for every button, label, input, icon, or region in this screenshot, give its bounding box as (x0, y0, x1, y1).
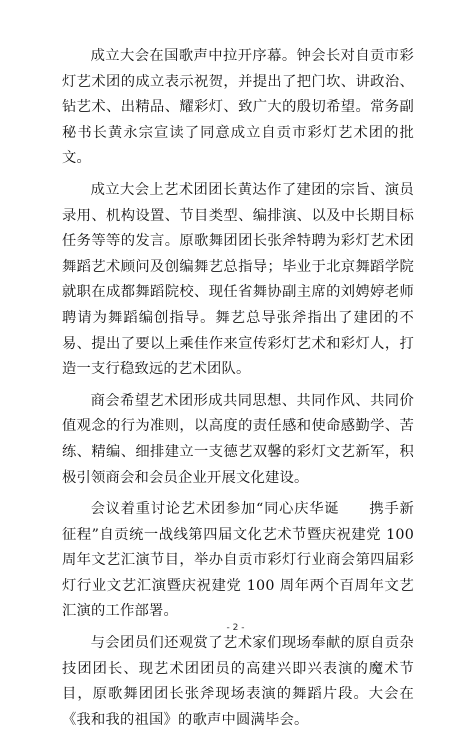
paragraph-performances: 与会团员们还观赏了艺术家们现场奉献的原自贡杂技团团长、现艺术团团员的高建兴即兴表演的魔术节目，原歌舞团团长张斧现场表演的舞蹈片段。大会在《我和我的祖国》的歌声中圆满毕会。 (62, 635, 414, 728)
paragraph-leader-speech: 成立大会上艺术团团长黄达作了建团的宗旨、演员录用、机构设置、节目类型、编排演、以及中长期目标任务等等的发言。原歌舞团团长张斧特聘为彩灯艺术团舞蹈艺术顾问及创编舞艺总指导；毕业于北京舞蹈学院就职在成都舞蹈院校、现任省舞协副主席的刘娉婷老师聘请为舞蹈编创指导。舞艺总导张斧指出了建团的不易、提出了要以上乘佳作来宣传彩灯艺术和彩灯人，打造一支行稳致远的艺术团队。 (62, 181, 414, 378)
page-number: - 2 - (226, 623, 245, 633)
paragraph-opening-ceremony: 成立大会在国歌声中拉开序幕。钟会长对自贡市彩灯艺术团的成立表示祝贺，并提出了把门坎、讲政治、钻艺术、出精品、耀彩灯、致广大的殷切希望。常务副秘书长黄永宗宣读了同意成立自贡市彩灯艺术团的批文。 (62, 48, 414, 167)
paragraph-chamber-expectations: 商会希望艺术团形成共同思想、共同作风、共同价值观念的行为准则，以高度的责任感和使命感勤学、苦练、精编、细排建立一支德艺双馨的彩灯文艺新军，积极引领商会和会员企业开展文化建设。 (62, 392, 414, 486)
document-body (62, 44, 414, 739)
paragraph-meeting-discussion: 会议着重讨论艺术团参加“同心庆华诞 携手新征程”自贡统一战线第四届文化艺术节暨庆祝建党 100 周年文艺汇演节目，举办自贡市彩灯行业商会第四届彩灯行业文艺汇演暨庆祝建党 100 周年两个百周年文艺汇演的工作部署。 (62, 501, 414, 620)
